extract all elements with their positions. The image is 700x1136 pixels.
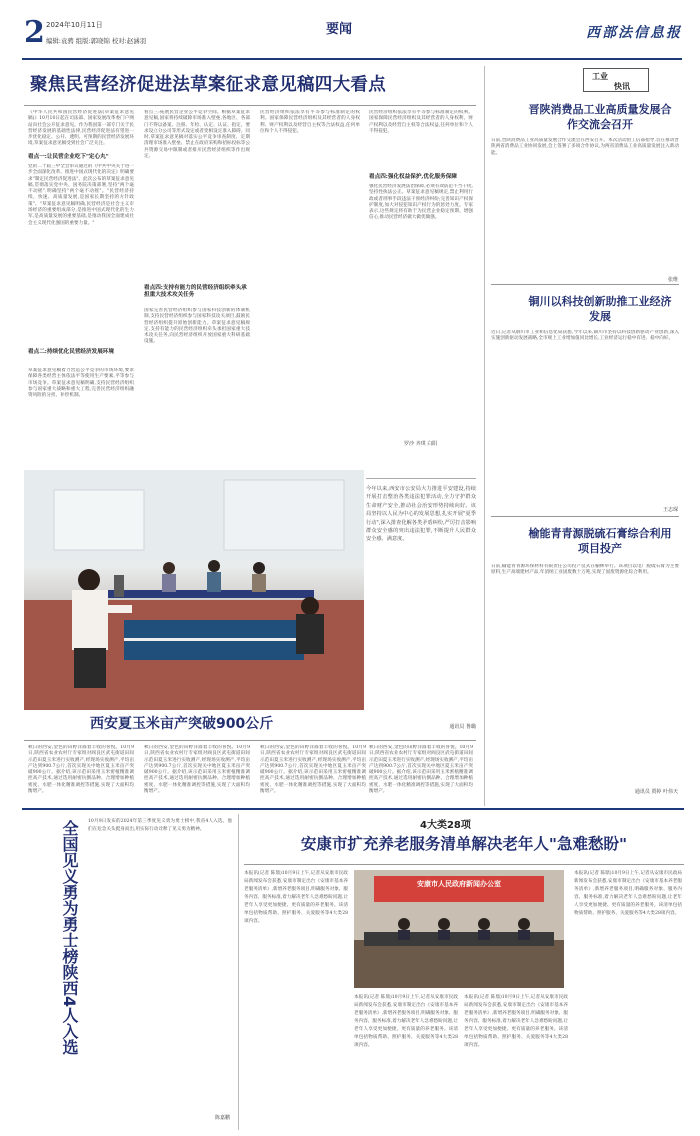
quote-text: 今年以来,西安市公安局大力推进平安建设,持续开展打击整治各类违法犯罪活动,全力守护群众生命财产安全,推动社会治安形势持续向好。该局坚持以人民为中心的发展思想,扎实开展"夏季行动",深入排查化解各类矛盾纠纷,严厉打击影响群众安全感的突出违法犯罪,不断提升人民群众安全感、满意度。 [366,486,476,543]
page-number: 2 [24,15,45,50]
sidebar-s1-body: 日前,晋陕消费品工业高质量发展合作交流会在西安召开。本次活动由工信部指导,旨在推动晋陕两省消费品工业协同发展,会上签署了多项合作协议,为两省消费品工业高质量发展注入新动能。 [491,138,679,156]
vertical-story [24,814,234,1130]
news-photo [24,470,364,710]
sidebar-s1-byline: 张维 [667,277,678,283]
vertical-divider [238,814,239,1130]
corn-rule [24,740,476,741]
sidebar-tag-1: 工业 [592,72,608,81]
main-sub-4: 看点四:强化权益保护,优化服务保障 [369,174,457,180]
main-col-4b: 强化民营经济发展法治保障,必须有效防范不当干扰,坚持性执法公正。草案征求意见稿规定,禁止利用行政或者刑事手段违法干预经济纠纷;完善知识产权保护制度,加大对侵犯知识产权行为的惩处力度。专家表示,这些规定将有助于为民营企业稳定预期、增强信心,推动民营经济做大做优做强。 [369,184,473,221]
corn-col-3: 秋日的西安,金色的田野洋溢着丰收的喜悦。10月9日,陕西省农业农村厅专家组对阎良区武屯街道田间示范田夏玉米进行实收测产,经现场实收测产,平均亩产达到900.7公斤,首次实现关中地区夏玉米亩产突破900公斤。据介绍,该示范田采用玉米密植精准调控高产技术,通过选用耐密抗倒品种、合理增加种植密度、水肥一体化精准调控等措施,实现了大面积均衡增产。 [260,745,366,795]
main-headline: 聚焦民营经济促进法草案征求意见稿四大看点 [30,75,386,95]
sidebar-s3-body: 日前,榆能青青源环保材料有限责任公司投产仪式在榆林举行。该项目以电厂脱硫石膏为主要原料,生产高端建材产品,年消纳工业固废数十万吨,实现了固废资源化综合利用。 [491,564,679,576]
bottom-photo-banner: 安康市人民政府新闻办公室 [417,880,501,888]
bottom-article [244,870,684,1130]
bottom-col-3: 本报讯(记者 陈鼎)10月9日上午,记者从安康市民政局新闻发布会获悉,安康市制定出台《安康市基本养老服务清单》,新增养老服务项目,明确服务对象、服务内容、服务标准,着力解决老年人急难愁盼问题,让老年人享受更加便捷、更有质量的养老服务。该清单包括物质帮助、照护服务、关爱服务等4大类28项内容。 [464,995,568,1048]
main-article [24,110,476,490]
bottom-col-1: 本报讯(记者 陈鼎)10月9日上午,记者从安康市民政局新闻发布会获悉,安康市制定出台《安康市基本养老服务清单》,新增养老服务项目,明确服务对象、服务内容、服务标准,着力解决老年人急难愁盼问题,让老年人享受更加便捷、更有质量的养老服务。该清单包括物质帮助、照护服务、关爱服务等4大类28项内容。 [244,871,348,924]
sidebar-s2-body: 近日,记者从铜川市工业和信息化局获悉,今年以来,铜川市坚持以科技创新驱动产业创新,深入实施创新驱动发展战略,全市规上工业增加值同比增长,工业经济运行稳中有进、稳中向好。 [491,330,679,342]
main-col-2a: 看点三:拓展民营企业公平竞争空间。根据草案征求意见稿,国家将持续破除市场准入壁垒,各地区、各部门不得以备案、注册、年检、认定、认证、指定、要求设立分公司等形式设定或者变相设定准入障碍。同时,草案征求意见稿对落实公平竞争审查制度、定期清理市场准入壁垒、禁止在政府采购和招标投标等公共资源交易中限制或者排斥民营经济组织等作出规定。 [144,110,250,160]
sidebar-tag [583,68,649,92]
quote-box [366,478,476,740]
main-sub-1: 看点一:让民营企业吃下"定心丸" [28,154,109,160]
bottom-kicker: 4大类28项 [420,820,471,831]
main-byline: 罗沙 齐琪 白阳 [404,441,438,447]
sidebar-s2-title: 铜川以科技创新助推工业经济发展 [528,295,672,323]
corn-col-2: 秋日的西安,金色的田野洋溢着丰收的喜悦。10月9日,陕西省农业农村厅专家组对阎良区武屯街道田间示范田夏玉米进行实收测产,经现场实收测产,平均亩产达到900.7公斤,首次实现关中地区夏玉米亩产突破900公斤。据介绍,该示范田采用玉米密植精准调控高产技术,通过选用耐密抗倒品种、合理增加种植密度、水肥一体化精准调控等措施,实现了大面积均衡增产。 [144,745,250,795]
vertical-body-1: 10月9日发布的2024年第三季度见义勇为勇士榜中,我省4人入选。他们在危急关头挺身而出,用实际行动诠释了见义勇为精神。 [88,819,232,833]
sidebar [484,66,684,806]
bottom-headline-rule [244,864,684,865]
corn-col-1: 秋日的西安,金色的田野洋溢着丰收的喜悦。10月9日,陕西省农业农村厅专家组对阎良区武屯街道田间示范田夏玉米进行实收测产,经现场实收测产,平均亩产达到900.7公斤,首次实现关中地区夏玉米亩产突破900公斤。据介绍,该示范田采用玉米密植精准调控高产技术,通过选用耐密抗倒品种、合理增加种植密度、水肥一体化精准调控等措施,实现了大面积均衡增产。 [28,745,134,795]
main-col-2b: 国家完善民营经济组织参与国家科技创新的体制机制,支持民营经济组织参与国家科技攻关项目,鼓励民营经济组织提升原始创新能力。草案征求意见稿规定,支持有能力的民营经济组织牵头承担国家重大技术攻关任务,向民营经济组织开放国家重大科研基础设施。 [144,308,250,345]
sidebar-rule-2 [491,516,679,517]
headline-rule [24,105,476,106]
bottom-col-2: 本报讯(记者 陈鼎)10月9日上午,记者从安康市民政局新闻发布会获悉,安康市制定出台《安康市基本养老服务清单》,新增养老服务项目,明确服务对象、服务内容、服务标准,着力解决老年人急难愁盼问题,让老年人享受更加便捷、更有质量的养老服务。该清单包括物质帮助、照护服务、关爱服务等4大类28项内容。 [354,995,458,1048]
sidebar-s1-title: 晋陕消费品工业高质量发展合作交流会召开 [528,103,672,131]
photo-scene [24,470,364,710]
vertical-title: 全国见义勇为勇士榜陕西4人入选 [60,820,79,1056]
vertical-byline: 陈嘉鹏 [214,1115,230,1121]
corn-article [24,745,476,805]
newspaper-logo: 西部法信息报 [586,25,682,41]
bottom-photo [354,870,564,988]
quote-byline: 通讯员 鲁璐 [449,724,476,730]
photo-caption-headline: 西安夏玉米亩产突破900公斤 [90,716,274,732]
sidebar-rule-1 [491,284,679,285]
sidebar-tag-2: 快讯 [614,82,630,91]
bottom-headline: 安康市扩充养老服务清单解决老年人"急难愁盼" [300,835,628,853]
main-col-1b: 党的二十届三中全会审议通过的《中共中央关于进一步全面深化改革、推进中国式现代化的决定》明确要求"制定民营经济促进法"。此次公布的草案征求意见稿,贯彻落实党中央、国务院决策部署,坚持"两个毫不动摇",明确坚持"两个毫不动摇"。"民营经济持续、快速、高质量发展,是国家长期坚持的方针政策"。"草案征求意见稿明确,民营经济是社会主义市场经济的重要组成部分,是推进中国式现代化的生力军,是高质量发展的重要基础,是推动我国全面建成社会主义现代化强国的重要力量。" [28,164,134,226]
bottom-col-4: 本报讯(记者 陈鼎)10月9日上午,记者从安康市民政局新闻发布会获悉,安康市制定出台《安康市基本养老服务清单》,新增养老服务项目,明确服务对象、服务内容、服务标准,着力解决老年人急难愁盼问题,让老年人享受更加便捷、更有质量的养老服务。该清单包括物质帮助、照护服务、关爱服务等4大类28项内容。 [574,871,682,916]
main-col-3a: 民营经济组织依法享有平等参与标准制定的权利。国家保障民营经济组织及其经营者的人身权利、财产权利以及经营自主权等合法权益,任何单位和个人不得侵犯。 [260,110,360,134]
corn-col-4: 秋日的西安,金色的田野洋溢着丰收的喜悦。10月9日,陕西省农业农村厅专家组对阎良区武屯街道田间示范田夏玉米进行实收测产,经现场实收测产,平均亩产达到900.7公斤,首次实现关中地区夏玉米亩产突破900公斤。据介绍,该示范田采用玉米密植精准调控高产技术,通过选用耐密抗倒品种、合理增加种植密度、水肥一体化精准调控等措施,实现了大面积均衡增产。 [369,745,473,795]
main-sub-3: 看点四:支持有能力的民营经济组织牵头承担重大技术攻关任务 [144,285,247,298]
middle-rule [22,808,684,810]
sidebar-s3-byline: 通讯员 贾婷 叶伟天 [634,789,678,795]
issue-date: 2024年10月11日 [46,21,103,29]
editor-credits: 编辑:袁骋 组版:郭晓锦 校对:赵涵羽 [46,37,146,45]
main-col-1c: 草案征求意见稿着力营造公平竞争的市场环境,要求保障各类经营主体依法平等使用生产要素,平等参与市场竞争。草案征求意见稿明确,支持民营经济组织参与国家重大战略和重大工程,完善民营经济组织融资风险的分担、补偿机制。 [28,368,134,399]
main-col-1a: 《中华人民共和国民营经济促进法(草案征求意见稿)》10月10日起在司法部、国家发展改革委门户网站向社会公开征求意见。作为我国第一部专门关于民营经济发展的基础性法律,民营经济促进法有望进一步优化稳定、公开、透明、可预期的民营经济发展环境,草案征求意见稿受到社会广泛关注。 [28,110,134,147]
main-col-4a: 民营经济组织依法享有平等参与标准制定的权利。国家保障民营经济组织及其经营者的人身权利、财产权利以及经营自主权等合法权益,任何单位和个人不得侵犯。 [369,110,473,134]
sidebar-s3-title: 榆能青青源脱硫石膏综合利用项目投产 [528,527,672,555]
section-title: 要闻 [326,22,353,37]
sidebar-s2-byline: 王志琛 [662,507,678,513]
masthead-rule [22,58,682,60]
masthead [24,16,684,60]
main-sub-2: 看点二:持续优化民营经济发展环境 [28,349,114,355]
